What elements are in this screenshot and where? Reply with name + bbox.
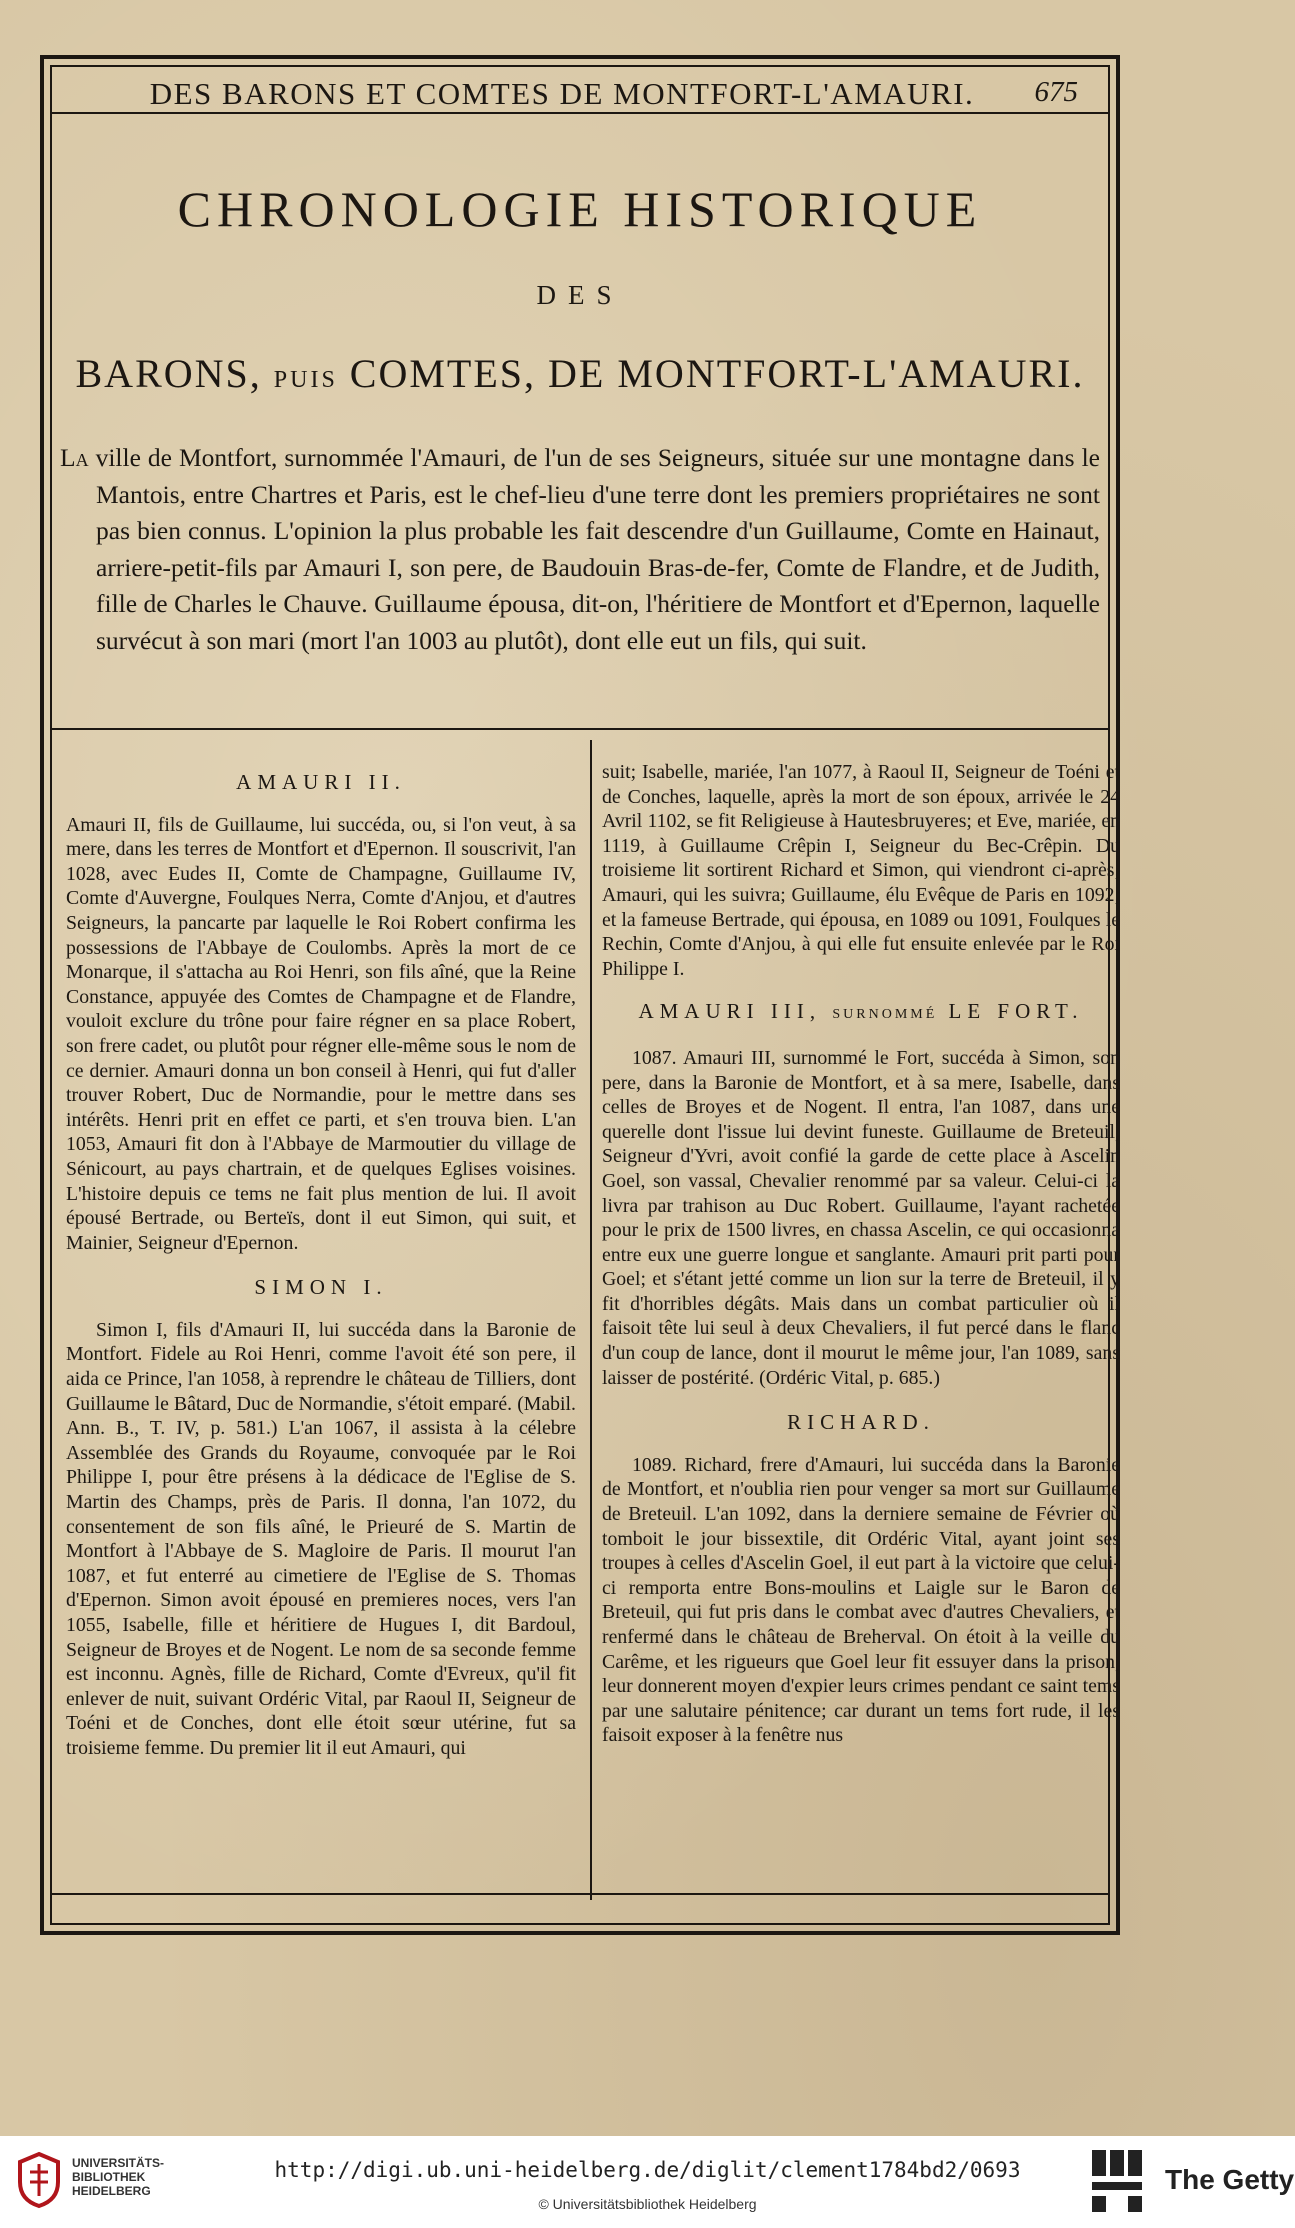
left-column bbox=[66, 760, 576, 1761]
uni-name-line2: BIBLIOTHEK bbox=[72, 2170, 146, 2184]
heading-amauri-iii bbox=[602, 999, 1120, 1028]
heading-amauri-iii-c: LE FORT. bbox=[937, 999, 1084, 1024]
heading-amauri-iii-b: SURNOMMÉ bbox=[832, 1007, 938, 1023]
heading-richard: RICHARD. bbox=[787, 1410, 935, 1435]
uni-name-line3: HEIDELBERG bbox=[72, 2184, 151, 2198]
getty-logo-icon[interactable] bbox=[1090, 2146, 1146, 2216]
column-rule bbox=[590, 740, 592, 1900]
text-richard: 1089. Richard, frere d'Amauri, lui succéda dans la Baronie de Montfort, et n'oublia rien pour venger sa mort sur Guillaume de Breteuil. L'an 1092, dans la derniere semaine de Février où tomboit le jour bissextile, dit Ordéric Vital, ayant joint ses troupes à celles d'Ascelin Goel, il eut part à la victoire que celui-ci remporta entre Bons-moulins et Laigle sur le Baron de Breteuil, qui fut pris dans le combat avec d'autres Chevaliers, et renfermé dans le château de Breherval. On étoit à la veille du Carême, et les rigueurs que Goel leur fit essuyer dans la prison, leur donnerent moyen d'expier leurs crimes pendant ce saint tems par une salutaire pénitence; car durant un tems fort rude, il les faisoit exposer à la fenêtre nus bbox=[602, 1453, 1120, 1747]
sub-title-part2: COMTES, DE MONTFORT-L'AMAURI. bbox=[337, 351, 1085, 396]
text-amauri-iii: 1087. Amauri III, surnommé le Fort, succéda à Simon, son pere, dans la Baronie de Montfort, et à sa mere, Isabelle, dans celles de Broyes et de Nogent. Il entra, l'an 1087, dans une querelle dont l'issue lui devint funeste. Guillaume de Breteuil, Seigneur d'Yvri, avoit confié la garde de cette place à Ascelin Goel, son vassal, Chevalier renommé par sa valeur. Celui-ci la livra par trahison au Duc Robert. Guillaume, l'ayant rachetée pour le prix de 1500 livres, en chassa Ascelin, ce qui occasionna entre eux une guerre longue et sanglante. Amauri prit parti pour Goel; et s'étant jetté comme un lion sur la terre de Breteuil, il y fit d'horribles dégâts. Mais dans un combat particulier où il faisoit tête lui seul à deux Chevaliers, il fut percé dans le flanc d'un coup de lance, dont il mourut le même jour, l'an 1089, sans laisser de postérité. (Ordéric Vital, p. 685.) bbox=[602, 1046, 1120, 1389]
text-simon-i: Simon I, fils d'Amauri II, lui succéda dans la Baronie de Montfort. Fidele au Roi Henri, comme l'avoit été son pere, il aida ce Prince, l'an 1058, à reprendre le château de Tilliers, dont Guillaume le Bâtard, Duc de Normandie, s'étoit emparé. (Mabil. Ann. B., T. IV, p. 581.) L'an 1067, il assista à la célebre Assemblée des Grands du Royaume, convoquée par le Roi Philippe I, pour être présens à la dédicace de l'Eglise de S. Martin des Champs, près de Paris. Il donna, l'an 1072, du consentement de son fils aîné, le Prieuré de S. Martin de Montfort à l'Abbaye de S. Magloire de Paris. Il mourut l'an 1087, et fut enterré au cimetiere de l'Eglise de S. Thomas d'Epernon. Simon avoit épousé en premieres noces, vers l'an 1055, Isabelle, fille et héritiere de Hugues I, dit Bardoul, Seigneur de Broyes et de Nogent. Le nom de sa seconde femme est inconnu. Agnès, fille de Richard, Comte d'Evreux, qu'il fit enlever de nuit, suivant Ordéric Vital, par Raoul II, Seigneur de Toéni et de Conches, dont elle étoit sœur utérine, fut sa troisieme femme. Du premier lit il eut Amauri, qui bbox=[66, 1318, 576, 1759]
intro-text: ville de Montfort, surnommée l'Amauri, de l'un de ses Seigneurs, située sur une montagne dans le Mantois, entre Chartres et Paris, est le chef-lieu d'une terre dont les premiers propriétaires ne sont pas bien connus. L'opinion la plus probable les fait descendre d'un Guillaume, Comte en Hainaut, arriere-petit-fils par Amauri I, son pere, de Baudouin Bras-de-fer, Comte de Flandre, et de Judith, fille de Charles le Chauve. Guillaume épousa, dit-on, l'héritiere de Montfort et d'Epernon, laquelle survécut à son mari (mort l'an 1003 au plutôt), dont elle eut un fils, qui suit. bbox=[88, 443, 1100, 655]
title-des: DES bbox=[536, 280, 624, 310]
main-title: CHRONOLOGIE HISTORIQUE bbox=[177, 181, 983, 237]
running-head-title: DES BARONS ET COMTES DE MONTFORT-L'AMAURI. bbox=[149, 76, 975, 111]
sub-title bbox=[52, 350, 1108, 397]
heading-amauri-ii: AMAURI II. bbox=[236, 770, 406, 794]
text-amauri-ii: Amauri II, fils de Guillaume, lui succéda, ou, si l'on veut, à sa mere, dans les terres de Montfort et d'Epernon. Il souscrivit, l'an 1028, avec Eudes II, Comte de Champagne, Guillaume IV, Comte d'Auvergne, Foulques Nerra, Comte d'Anjou, et d'autres Seigneurs, la pancarte par laquelle le Roi Robert confirma les possessions de l'Abbaye de Coulombs. Après la mort de ce Monarque, il s'attacha au Roi Henri, son fils aîné, que la Reine Constance, appuyée des Comtes de Champagne et de Flandre, vouloit exclure du trône pour faire régner en sa place Robert, son frere cadet, ou plutôt pour régner elle-même sous le nom de ce dernier. Amauri donna un bon conseil à Henri, qui fut d'aller trouver Robert, Duc de Normandie, pour le mettre dans ses intérêts. Henri prit en effet ce parti, et s'en trouva bien. L'an 1053, Amauri fit don à l'Abbaye de Marmoutier du village de Sénicourt, au pays chartrain, et de quelques Eglises voisines. L'histoire depuis ce tems ne fait plus mention de lui. Il avoit épousé Bertrade, ou Berteïs, dont il eut Simon, qui suit, et Mainier, Seigneur d'Epernon. bbox=[66, 813, 576, 1254]
running-head bbox=[52, 72, 1108, 114]
intro-lead: La bbox=[60, 443, 89, 472]
permalink-url[interactable]: http://digi.ub.uni-heidelberg.de/diglit/clement1784bd2/0693 bbox=[274, 2158, 1021, 2182]
section-divider bbox=[52, 728, 1108, 730]
right-column bbox=[602, 760, 1120, 1748]
intro-paragraph bbox=[60, 440, 1100, 659]
viewer-footer bbox=[0, 2136, 1295, 2228]
getty-name[interactable]: The Getty bbox=[1165, 2164, 1295, 2195]
sub-title-puis: PUIS bbox=[273, 367, 338, 393]
text-continuation: suit; Isabelle, mariée, l'an 1077, à Raoul II, Seigneur de Toéni et de Conches, laquelle, après la mort de son époux, arrivée le 24 Avril 1102, se fit Religieuse à Hautesbruyeres; et Eve, mariée, en 1119, à Guillaume Crêpin I, Seigneur du Bec-Crêpin. Du troisieme lit sortirent Richard et Simon, qui viendront ci-après; Amauri, qui les suivra; Guillaume, élu Evêque de Paris en 1092; et la fameuse Bertrade, qui épousa, en 1089 ou 1091, Foulques le Rechin, Comte d'Anjou, à qui elle fut ensuite enlevée par le Roi Philippe I. bbox=[602, 761, 1120, 980]
heading-simon-i: SIMON I. bbox=[254, 1275, 388, 1300]
bottom-rule bbox=[52, 1893, 1108, 1895]
heading-amauri-iii-a: AMAURI III, bbox=[638, 999, 833, 1024]
copyright-notice: © Universitätsbibliothek Heidelberg bbox=[538, 2196, 757, 2212]
sub-title-part1: BARONS, bbox=[75, 351, 274, 396]
uni-name-line1: UNIVERSITÄTS- bbox=[72, 2156, 165, 2170]
page-number: 675 bbox=[1034, 76, 1078, 108]
